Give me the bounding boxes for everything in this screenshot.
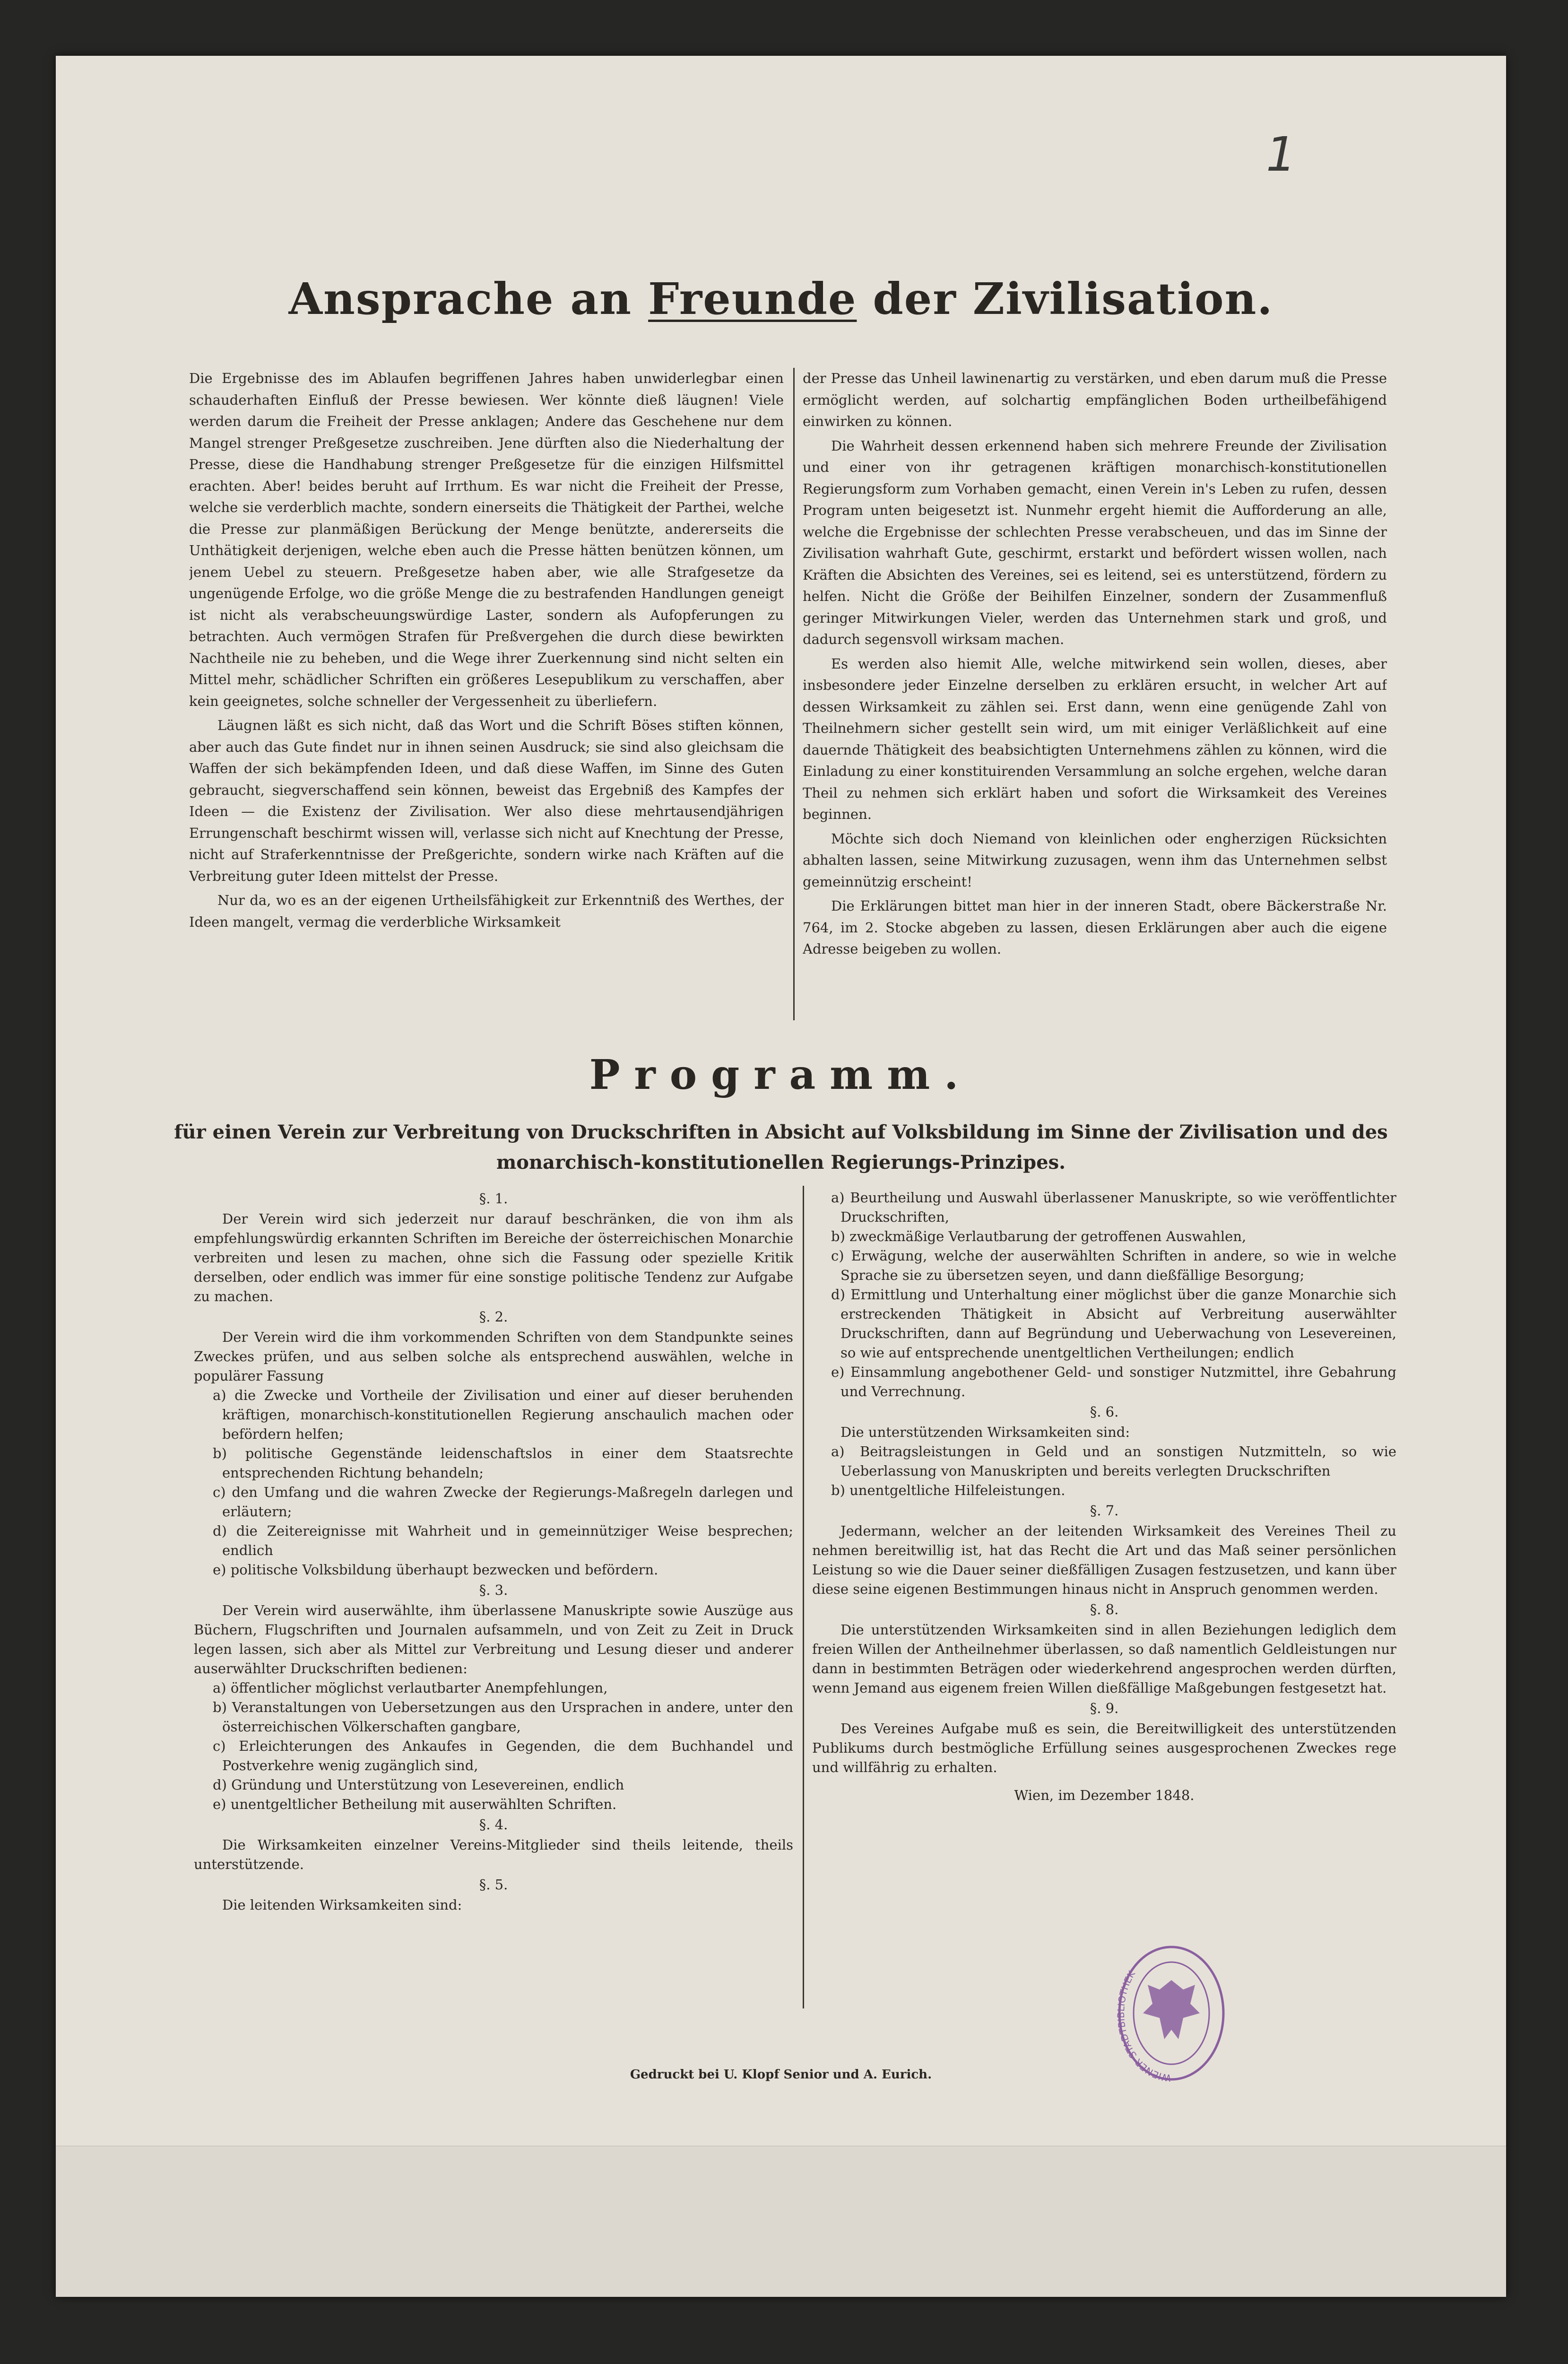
- list-item: e) Einsammlung angebothener Geld- und sonstiger Nutzmittel, ihre Gebahrung und Verrechnung.: [831, 1364, 1396, 1399]
- program-title: Programm.: [589, 1051, 973, 1099]
- intro-title-part: Ansprache an: [288, 273, 649, 324]
- section-text: Die unterstützenden Wirksamkeiten sind in allen Beziehungen lediglich dem freien Willen der Antheilnehmer überlassen, so daß namentlich Geldleistungen nur dann in bestimmten Beträgen oder wiederkehrend angesprochen werden dürften, wenn Jemand aus eigenem freien Willen dießfällige Maßgebungen festgesetzt hat.: [812, 1622, 1396, 1696]
- intro-title-part: der Zivilisation.: [857, 273, 1273, 324]
- list-item: a) Beurtheilung und Auswahl überlassener Manuskripte, so wie veröffentlichter Druckschriften,: [831, 1190, 1396, 1225]
- intro-title: [56, 273, 1506, 324]
- section-heading: §. 2.: [479, 1309, 508, 1325]
- intro-right-column: [803, 368, 1387, 1025]
- column-divider: [803, 1186, 804, 2008]
- intro-paragraph: Nur da, wo es an der eigenen Urtheilsfähigkeit zur Erkenntniß des Werthes, der Ideen mangelt, vermag die verderbliche Wirksamkeit: [189, 892, 784, 930]
- paper-fold-area: [56, 2146, 1506, 2297]
- stamp-lettering: WIENER STADTBIBLIOTHEK: [1115, 1968, 1172, 2084]
- section-text: Die Wirksamkeiten einzelner Vereins-Mitglieder sind theils leitende, theils unterstützende.: [194, 1837, 793, 1872]
- page-number: 1: [1266, 127, 1296, 182]
- list-item: a) Beitragsleistungen in Geld und an sonstigen Nutzmitteln, so wie Ueberlassung von Manuskripten und bereits verlegten Druckschriften: [831, 1443, 1396, 1479]
- date-signature: Wien, im Dezember 1848.: [1014, 1787, 1195, 1803]
- list-item: a) öffentlicher möglichst verlautbarter Anempfehlungen,: [213, 1680, 608, 1696]
- list-item: d) die Zeitereignisse mit Wahrheit und in gemeinnütziger Weise besprechen; endlich: [213, 1523, 793, 1558]
- intro-paragraph: Es werden also hiemit Alle, welche mitwirkend sein wollen, dieses, aber insbesondere jeder Einzelne derselben zu erklären ersucht, in welcher Art auf dessen Wirksamkeit zu zählen sei. Erst dann, wenn eine genügende Zahl von Theilnehmern sicher gestellt sein wird, um mit einiger Verläßlichkeit auf eine dauernde Thätigkeit des beabsichtigten Unternehmens zählen zu können, wird die Einladung zu einer konstituirenden Versammlung an solche ergehen, welche daran Theil zu nehmen sich erklärt haben und sofort die Wirksamkeit des Vereines beginnen.: [803, 655, 1387, 822]
- list-item: a) die Zwecke und Vortheile der Zivilisation und einer auf dieser beruhenden kräftigen, monarchisch-konstitutionellen Regierung anschaulich machen oder befördern helfen;: [213, 1387, 793, 1442]
- column-divider: [793, 368, 795, 1020]
- program-right-column: [812, 1188, 1396, 2020]
- section-text: Jedermann, welcher an der leitenden Wirksamkeit des Vereines Theil zu nehmen bereitwillig ist, hat das Recht die Art und das Maß seiner persönlichen Leistung so wie die Dauer seiner dießfälligen Zusagen festzusetzen, und kann über diese seine eigenen Bestimmungen hinaus nicht in Anspruch genommen werden.: [812, 1523, 1396, 1597]
- list-item: e) unentgeltlicher Betheilung mit auserwählten Schriften.: [213, 1796, 617, 1812]
- intro-paragraph: der Presse das Unheil lawinenartig zu verstärken, und eben darum muß die Presse ermöglicht werden, auf solchartig empfänglichen Boden urtheilbefähigend einwirken zu können.: [803, 370, 1387, 429]
- list-item: b) Veranstaltungen von Uebersetzungen aus den Ursprachen in andere, unter den österreichischen Völkerschaften gangbare,: [213, 1699, 793, 1735]
- list-item: b) unentgeltliche Hilfeleistungen.: [831, 1482, 1066, 1498]
- section-text: Der Verein wird die ihm vorkommenden Schriften von dem Standpunkte seines Zweckes prüfen, und aus selben solche als entsprechend auswählen, welche in populärer Fassung: [194, 1329, 793, 1384]
- section-text: Die leitenden Wirksamkeiten sind:: [222, 1897, 462, 1913]
- list-item: b) zweckmäßige Verlautbarung der getroffenen Auswahlen,: [831, 1228, 1247, 1244]
- program-subtitle: für einen Verein zur Verbreitung von Druckschriften in Absicht auf Volksbildung im Sinne der Zivilisation und des monarchisch-konstitutionellen Regierungs-Prinzipes.: [174, 1121, 1388, 1173]
- intro-title-part-underlined: Freunde: [648, 273, 857, 324]
- section-text: Des Vereines Aufgabe muß es sein, die Bereitwilligkeit des unterstützenden Publikums durch bestmögliche Erfüllung seines ausgesprochenen Zweckes rege und willfährig zu erhalten.: [812, 1721, 1396, 1775]
- intro-paragraph: Die Ergebnisse des im Ablaufen begriffenen Jahres haben unwiderlegbar einen schauderhaften Einfluß der Presse bewiesen. Wer könnte dieß läugnen! Viele werden darum die Freiheit der Presse anklagen; Andere das Geschehene nur dem Mangel strenger Preßgesetze zuschreiben. Jene dürften also die Niederhaltung der Presse, diese die Handhabung strenger Preßgesetze für die einzigen Hilfsmittel erachten. Aber! beides beruht auf Irrthum. Es war nicht die Freiheit der Presse, welche sie verderblich machte, sondern einerseits die Thätigkeit der Parthei, welche die Presse zur planmäßigen Berückung der Menge benützte, andererseits die Unthätigkeit derjenigen, welche eben auch die Presse hätten benützen können, um jenem Uebel zu steuern. Preßgesetze haben aber, wie alle Strafgesetze da ungenügende Erfolge, wo die größe Menge die zu bestrafenden Handlungen geneigt ist nicht als verabscheuungswürdige Laster, sondern als Aufopferungen zu betrachten. Auch vermögen Strafen für Preßvergehen die durch diese bewirkten Nachtheile nie zu beheben, und die Wege ihrer Zuerkennung sind nicht selten ein Mittel mehr, schädlicher Schriften ein größeres Lesepublikum zu verschaffen, aber kein geeignetes, solche schneller der Vergessenheit zu überliefern.: [189, 370, 784, 709]
- intro-paragraph: Die Erklärungen bittet man hier in der inneren Stadt, obere Bäckerstraße Nr. 764, im 2. Stocke abgeben zu lassen, diesen Erklärungen aber auch die eigene Adresse beigeben zu wollen.: [803, 898, 1387, 957]
- section-heading: §. 8.: [1090, 1601, 1119, 1617]
- section-heading: §. 5.: [479, 1877, 508, 1893]
- intro-paragraph: Die Wahrheit dessen erkennend haben sich mehrere Freunde der Zivilisation und einer von ihr getragenen kräftigen monarchisch-konstitutionellen Regierungsform zum Vorhaben gemacht, einen Verein in's Leben zu rufen, dessen Program unten beigesetzt ist. Nunmehr ergeht hiemit die Aufforderung an alle, welche die Ergebnisse der schlechten Presse verabscheuen, und das im Sinne der Zivilisation wahrhaft Gute, geschirmt, erstarkt und befördert wissen wollen, nach Kräften die Absichten des Vereines, sei es leitend, sei es unterstützend, fördern zu helfen. Nicht die Größe der Beihilfen Einzelner, sondern der Zusammenfluß geringer Mitwirkungen Vieler, werden das Unternehmen stark und groß, und dadurch segensvoll wirksam machen.: [803, 437, 1387, 647]
- list-item: c) Erleichterungen des Ankaufes in Gegenden, die dem Buchhandel und Postverkehre wenig zugänglich sind,: [213, 1738, 793, 1773]
- library-stamp: [1115, 1942, 1228, 2084]
- list-item: d) Ermittlung und Unterhaltung einer möglichst über die ganze Monarchie sich erstreckenden Thätigkeit in Absicht auf Verbreitung auserwählter Druckschriften, dann auf Begründung und Ueberwachung von Lesevereinen, so wie auf entsprechende unentgeltlichen Vertheilungen; endlich: [831, 1286, 1396, 1361]
- section-heading: §. 1.: [479, 1191, 508, 1207]
- list-item: c) den Umfang und die wahren Zwecke der Regierungs-Maßregeln darlegen und erläutern;: [213, 1484, 793, 1520]
- intro-paragraph: Läugnen läßt es sich nicht, daß das Wort und die Schrift Böses stiften können, aber auch das Gute findet nur in ihnen seinen Ausdruck; sie sind also gleichsam die Waffen der sich bekämpfenden Ideen, und daß diese Waffen, im Sinne des Guten gebraucht, siegverschaffend sein können, beweist das Ergebniß des Kampfes der Ideen — die Existenz der Zivilisation. Wer also diese mehrtausendjährigen Errungenschaft beschirmt wissen will, verlasse sich nicht auf Knechtung der Presse, nicht auf Straferkenntnisse der Preßgerichte, sondern wirke nach Kräften auf die Verbreitung guter Ideen mittelst der Presse.: [189, 717, 784, 884]
- section-text: Der Verein wird sich jederzeit nur darauf beschränken, die von ihm als empfehlungswürdig erkannten Schriften im Bereiche der österreichischen Monarchie verbreiten und lesen zu machen, ohne sich die Fassung oder spezielle Kritik derselben, oder endlich was immer für eine sonstige politische Tendenz zur Aufgabe zu machen.: [194, 1211, 793, 1304]
- printer-imprint: Gedruckt bei U. Klopf Senior und A. Eurich.: [630, 2068, 932, 2082]
- section-heading: §. 4.: [479, 1816, 508, 1833]
- program-left-column: [194, 1188, 793, 2020]
- section-heading: §. 3.: [479, 1582, 508, 1598]
- list-item: e) politische Volksbildung überhaupt bezwecken und befördern.: [213, 1562, 658, 1578]
- section-heading: §. 6.: [1090, 1404, 1119, 1420]
- section-text: Die unterstützenden Wirksamkeiten sind:: [840, 1424, 1130, 1440]
- list-item: d) Gründung und Unterstützung von Lesevereinen, endlich: [213, 1777, 624, 1793]
- section-heading: §. 7.: [1090, 1503, 1119, 1519]
- section-text: Der Verein wird auserwählte, ihm überlassene Manuskripte sowie Auszüge aus Büchern, Flugschriften und Journalen aufsammeln, und von Zeit zu Zeit in Druck legen lassen, sich aber als Mittel zur Verbreitung und Lesung dieser und anderer auserwählter Druckschriften bedienen:: [194, 1602, 793, 1677]
- intro-paragraph: Möchte sich doch Niemand von kleinlichen oder engherzigen Rücksichten abhalten lassen, seine Mitwirkung zuzusagen, wenn ihm das Unternehmen selbst gemeinnützig erscheint!: [803, 830, 1387, 890]
- list-item: b) politische Gegenstände leidenschaftslos in einer dem Staatsrechte entsprechenden Richtung behandeln;: [213, 1445, 793, 1481]
- intro-left-column: [189, 368, 784, 1025]
- section-heading: §. 9.: [1090, 1700, 1119, 1716]
- list-item: c) Erwägung, welche der auserwählten Schriften in andere, so wie in welche Sprache sie zu übersetzen seyen, und dann dießfällige Besorgung;: [831, 1248, 1396, 1283]
- document-page: [56, 56, 1506, 2297]
